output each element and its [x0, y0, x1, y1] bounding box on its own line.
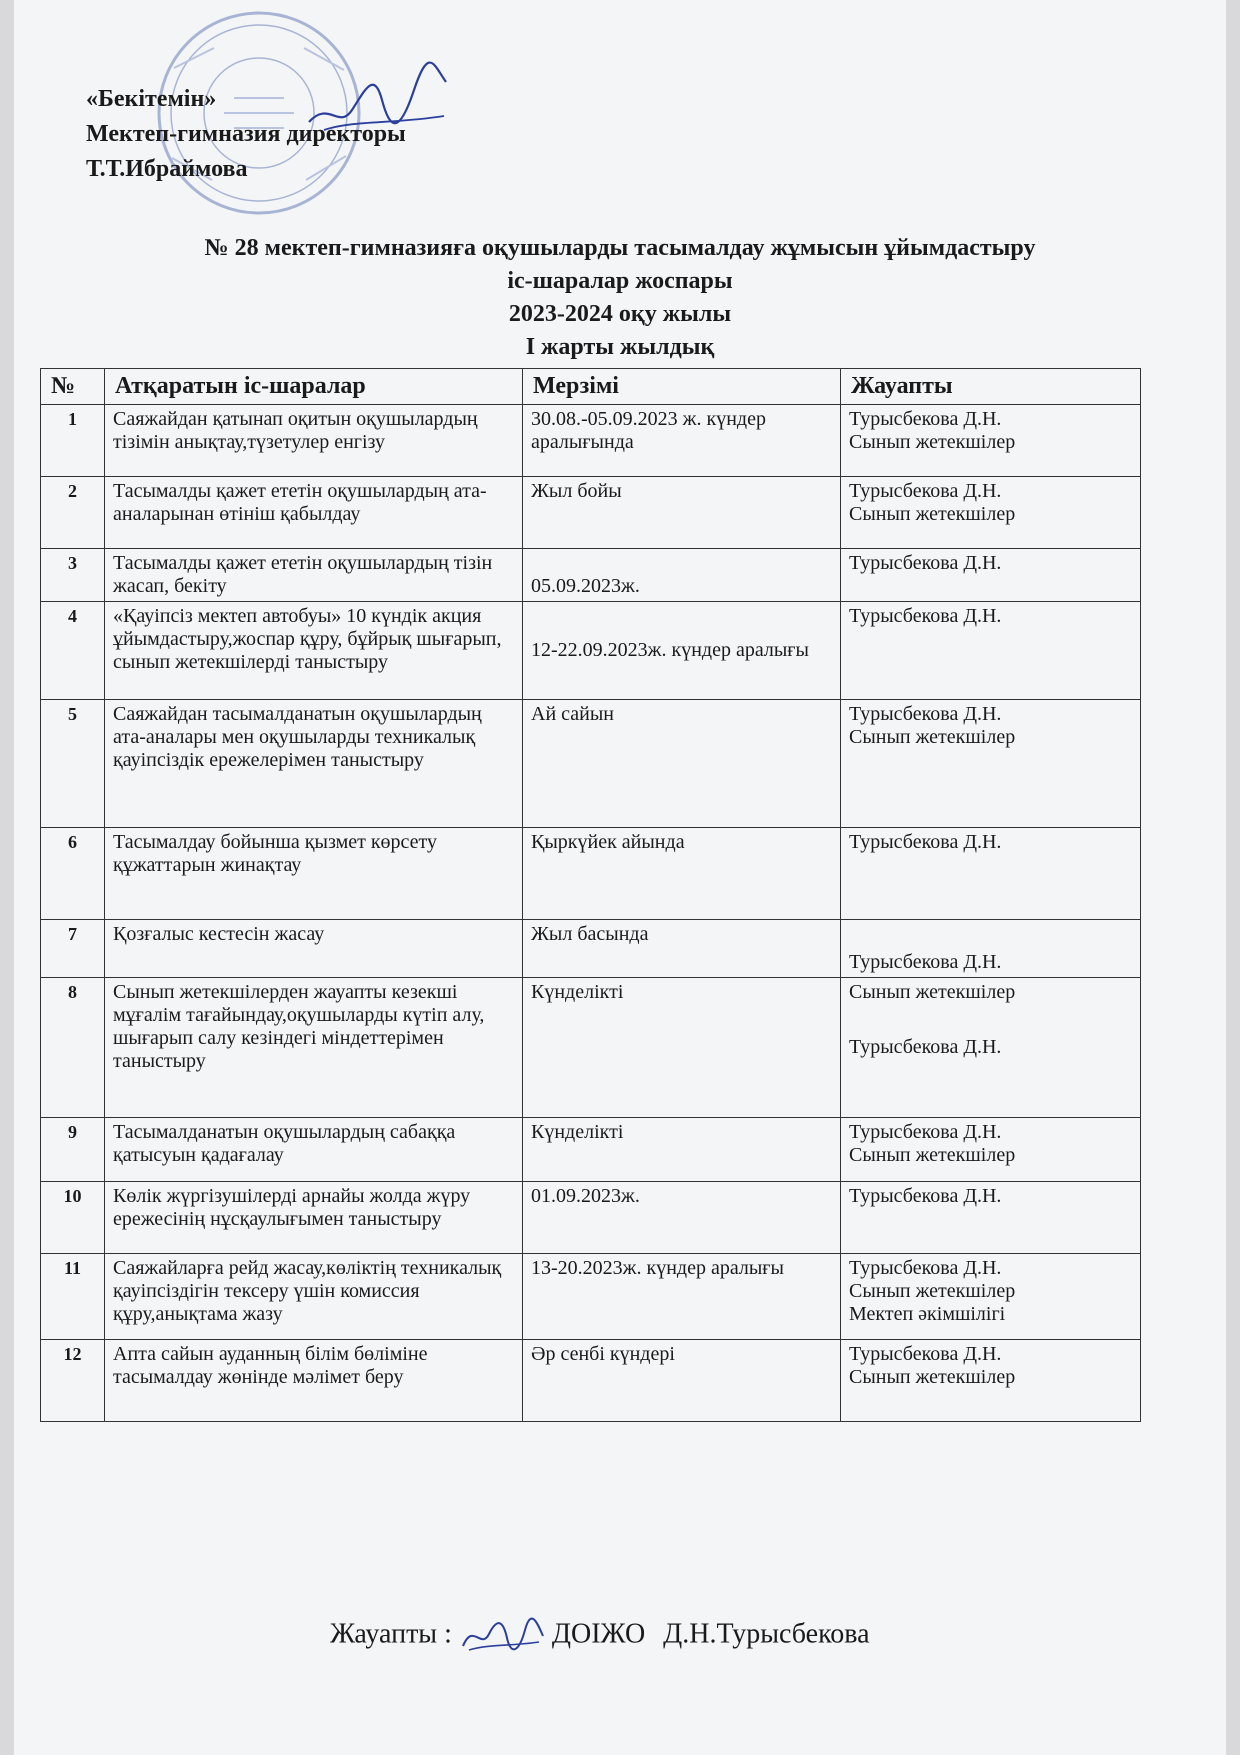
row-deadline: Қыркүйек айында [523, 828, 841, 920]
row-deadline: 13-20.2023ж. күндер аралығы [523, 1254, 841, 1340]
row-responsible [841, 978, 1141, 1118]
document-heading [0, 232, 1240, 364]
heading-title: № 28 мектеп-гимназияға оқушыларды тасымалдау жұмысын ұйымдастыру [204, 235, 1036, 261]
row-deadline: 05.09.2023ж. [523, 549, 841, 602]
row-activity: Саяжайларға рейд жасау,көліктің техникалық қауіпсіздігін тексеру үшін комиссия құру,анықтама жазу [105, 1254, 523, 1340]
row-activity: Тасымалды қажет ететін оқушылардың ата-аналарынан өтініш қабылдау [105, 477, 523, 549]
row-number: 8 [41, 978, 105, 1118]
row-number: 1 [41, 405, 105, 477]
heading-semester: I жарты жылдық [525, 334, 715, 360]
responsible-person: Сынып жетекшілер [849, 431, 1016, 453]
row-number: 4 [41, 602, 105, 700]
responsible-person: Сынып жетекшілер [849, 1144, 1016, 1166]
responsible-person: Турысбекова Д.Н. [849, 1343, 1002, 1365]
table-row [41, 1254, 1141, 1340]
table-row [41, 405, 1141, 477]
responsible-person: Турысбекова Д.Н. [849, 605, 1002, 627]
responsible-person: Турысбекова Д.Н. [849, 552, 1002, 574]
row-number: 9 [41, 1118, 105, 1182]
footer-responsible [330, 1616, 870, 1656]
row-responsible [841, 1340, 1141, 1422]
table-row [41, 1182, 1141, 1254]
footer-role: ДОІЖО [551, 1618, 646, 1650]
responsible-person: Сынып жетекшілер [849, 981, 1016, 1003]
header-responsible: Жауапты [841, 369, 1141, 405]
header-activity: Атқаратын іс-шаралар [105, 369, 523, 405]
row-activity: Тасымалдау бойынша қызмет көрсету құжаттарын жинақтау [105, 828, 523, 920]
row-deadline: 01.09.2023ж. [523, 1182, 841, 1254]
heading-subtitle: іс-шаралар жоспары [507, 268, 733, 294]
responsible-person: Турысбекова Д.Н. [849, 1257, 1002, 1279]
row-number: 5 [41, 700, 105, 828]
row-number: 2 [41, 477, 105, 549]
table-row [41, 602, 1141, 700]
row-activity: Тасымалданатын оқушылардың сабаққа қатысуын қадағалау [105, 1118, 523, 1182]
row-deadline: 12-22.09.2023ж. күндер аралығы [523, 602, 841, 700]
row-deadline: Жыл басында [523, 920, 841, 978]
row-responsible [841, 602, 1141, 700]
table-row [41, 978, 1141, 1118]
row-number: 3 [41, 549, 105, 602]
row-deadline: Әр сенбі күндері [523, 1340, 841, 1422]
row-activity: «Қауіпсіз мектеп автобуы» 10 күндік акция ұйымдастыру,жоспар құру, бұйрық шығарып, сынып жетекшілерді таныстыру [105, 602, 523, 700]
row-responsible [841, 549, 1141, 602]
row-activity: Саяжайдан тасымалданатын оқушылардың ата-аналары мен оқушыларды техникалық қауіпсіздік ережелерімен таныстыру [105, 700, 523, 828]
row-responsible [841, 920, 1141, 978]
row-activity: Апта сайын ауданның білім бөліміне тасымалдау жөнінде мәлімет беру [105, 1340, 523, 1422]
approval-block [86, 82, 406, 187]
responsible-signature [459, 1616, 545, 1656]
responsible-person: Турысбекова Д.Н. [849, 1185, 1002, 1207]
table-header-row [41, 369, 1141, 405]
responsible-person: Сынып жетекшілер [849, 1366, 1016, 1388]
row-activity: Саяжайдан қатынап оқитын оқушылардың тізімін анықтау,түзетулер енгізу [105, 405, 523, 477]
responsible-person: Турысбекова Д.Н. [849, 1121, 1002, 1143]
table-row [41, 1118, 1141, 1182]
responsible-person: Сынып жетекшілер [849, 1280, 1016, 1302]
row-responsible [841, 477, 1141, 549]
table-row [41, 549, 1141, 602]
row-deadline: Күнделікті [523, 1118, 841, 1182]
footer-name: Д.Н.Турысбекова [663, 1618, 870, 1650]
approval-title: «Бекітемін» [86, 86, 217, 112]
row-deadline: 30.08.-05.09.2023 ж. күндер аралығында [523, 405, 841, 477]
row-activity: Қозғалыс кестесін жасау [105, 920, 523, 978]
responsible-person: Турысбекова Д.Н. [849, 951, 1002, 973]
row-number: 10 [41, 1182, 105, 1254]
approval-position: Мектеп-гимназия директоры [86, 121, 406, 147]
row-number: 11 [41, 1254, 105, 1340]
row-responsible [841, 828, 1141, 920]
responsible-person: Турысбекова Д.Н. [849, 480, 1002, 502]
row-responsible [841, 1118, 1141, 1182]
row-number: 12 [41, 1340, 105, 1422]
table-row [41, 828, 1141, 920]
heading-year: 2023-2024 оқу жылы [508, 301, 732, 327]
table-row [41, 700, 1141, 828]
row-activity: Сынып жетекшілерден жауапты кезекші мұғалім тағайындау,оқушыларды күтіп алу, шығарып салу кезіндегі міндеттерімен таныстыру [105, 978, 523, 1118]
row-activity: Көлік жүргізушілерді арнайы жолда жүру ережесінің нұсқаулығымен таныстыру [105, 1182, 523, 1254]
approval-director-name: Т.Т.Ибраймова [86, 156, 248, 182]
row-responsible [841, 1182, 1141, 1254]
row-responsible [841, 1254, 1141, 1340]
table-row [41, 477, 1141, 549]
row-activity: Тасымалды қажет ететін оқушылардың тізін жасап, бекіту [105, 549, 523, 602]
header-deadline: Мерзімі [523, 369, 841, 405]
activity-plan-table [40, 368, 1141, 1422]
row-number: 6 [41, 828, 105, 920]
row-responsible [841, 700, 1141, 828]
row-deadline: Күнделікті [523, 978, 841, 1118]
row-responsible [841, 405, 1141, 477]
row-deadline: Жыл бойы [523, 477, 841, 549]
responsible-person: Сынып жетекшілер [849, 726, 1016, 748]
header-number: № [41, 369, 105, 405]
table-row [41, 1340, 1141, 1422]
table-row [41, 920, 1141, 978]
responsible-person: Турысбекова Д.Н. [849, 1036, 1002, 1058]
responsible-person: Турысбекова Д.Н. [849, 408, 1002, 430]
footer-label: Жауапты : [330, 1618, 452, 1650]
responsible-person: Турысбекова Д.Н. [849, 703, 1002, 725]
responsible-person: Сынып жетекшілер [849, 503, 1016, 525]
row-number: 7 [41, 920, 105, 978]
responsible-person: Турысбекова Д.Н. [849, 831, 1002, 853]
row-deadline: Ай сайын [523, 700, 841, 828]
responsible-person: Мектеп әкімшілігі [849, 1303, 1006, 1325]
